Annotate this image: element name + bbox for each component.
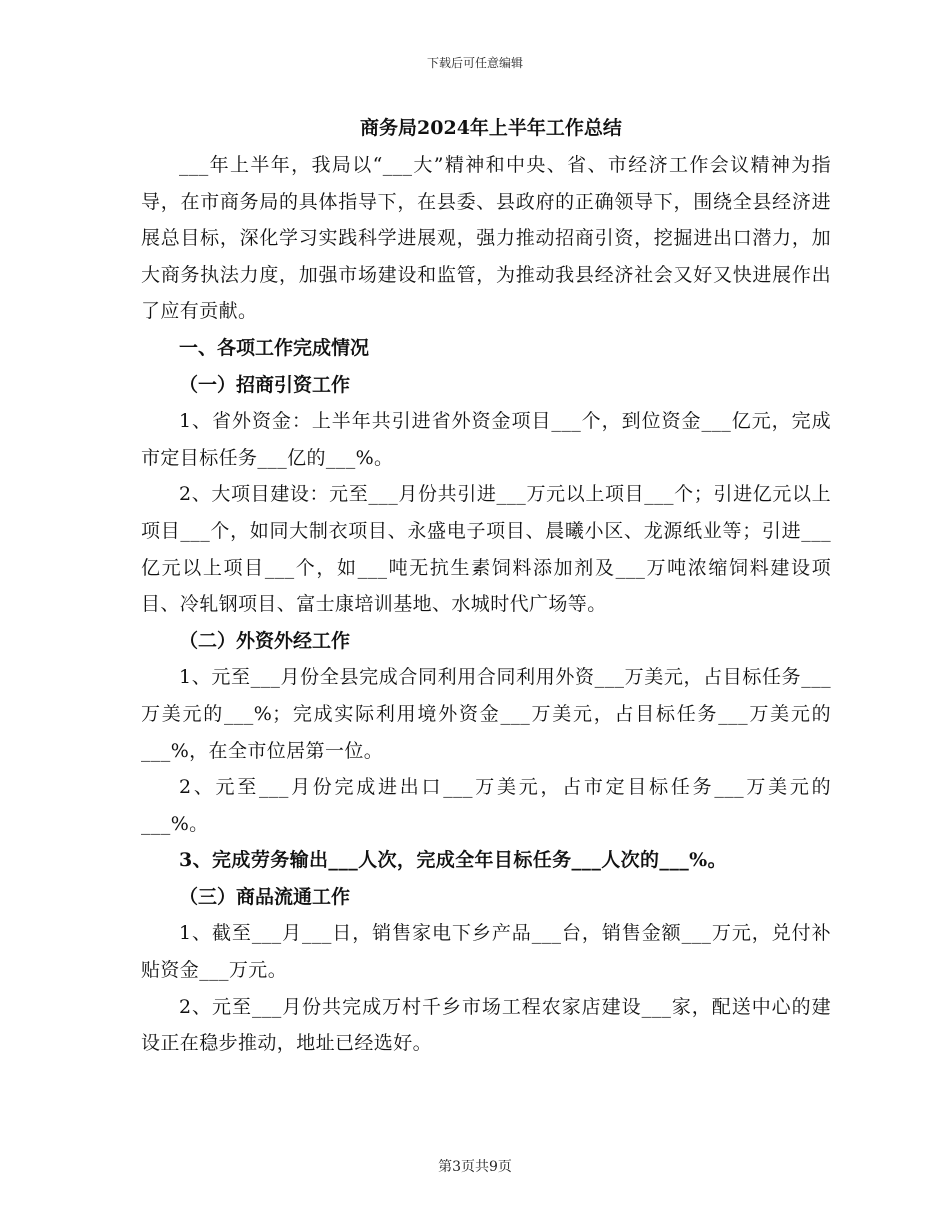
paragraph-1: 1、省外资金：上半年共引进省外资金项目___个，到位资金___亿元，完成市定目标任务___亿的___%。	[141, 410, 831, 469]
section-heading-1: 一、各项工作完成情况	[179, 336, 370, 359]
intro-paragraph: ___年上半年，我局以“___大”精神和中央、省、市经济工作会议精神为指导，在市商务局的具体指导下，在县委、县政府的正确领导下，围绕全县经济进展总目标，深化学习实践科学进展观，强力推动招商引资，挖掘进出口潜力，加大商务执法力度，加强市场建设和监管，为推动我县经济社会又好又快进展作出了应有贡献。	[141, 154, 831, 323]
subsection-heading-1: （一）招商引资工作	[179, 373, 351, 396]
page-header: 下载后可任意编辑	[426, 56, 523, 70]
paragraph-6: 1、截至___月___日，销售家电下乡产品___台，销售金额___万元，兑付补贴资金___万元。	[141, 922, 831, 982]
document-title: 商务局2024年上半年工作总结	[360, 117, 622, 139]
page-footer: 第3页共9页	[438, 1159, 512, 1175]
paragraph-2: 2、大项目建设：元至___月份共引进___万元以上项目___个；引进亿元以上项目___个，如同大制衣项目、永盛电子项目、晨曦小区、龙源纸业等；引进___亿元以上项目___个，如___吨无抗生素饲料添加剂及___万吨浓缩饲料建设项目、冷轧钢项目、富士康培训基地、水城时代广场等。	[141, 483, 831, 616]
paragraph-7: 2、元至___月份共完成万村千乡市场工程农家店建设___家，配送中心的建设正在稳步推动，地址已经选好。	[141, 995, 831, 1055]
paragraph-5: 3、完成劳务输出___人次，完成全年目标任务___人次的___%。	[179, 849, 727, 872]
subsection-heading-2: （二）外资外经工作	[179, 629, 351, 652]
paragraph-3: 1、元至___月份全县完成合同利用合同利用外资___万美元，占目标任务___万美元的___%；完成实际利用境外资金___万美元，占目标任务___万美元的___%，在全市位居第一位。	[141, 666, 831, 762]
paragraph-4: 2、元至___月份完成进出口___万美元，占市定目标任务___万美元的___%。	[141, 776, 831, 835]
subsection-heading-3: （三）商品流通工作	[179, 885, 351, 908]
document-body	[141, 110, 831, 1062]
